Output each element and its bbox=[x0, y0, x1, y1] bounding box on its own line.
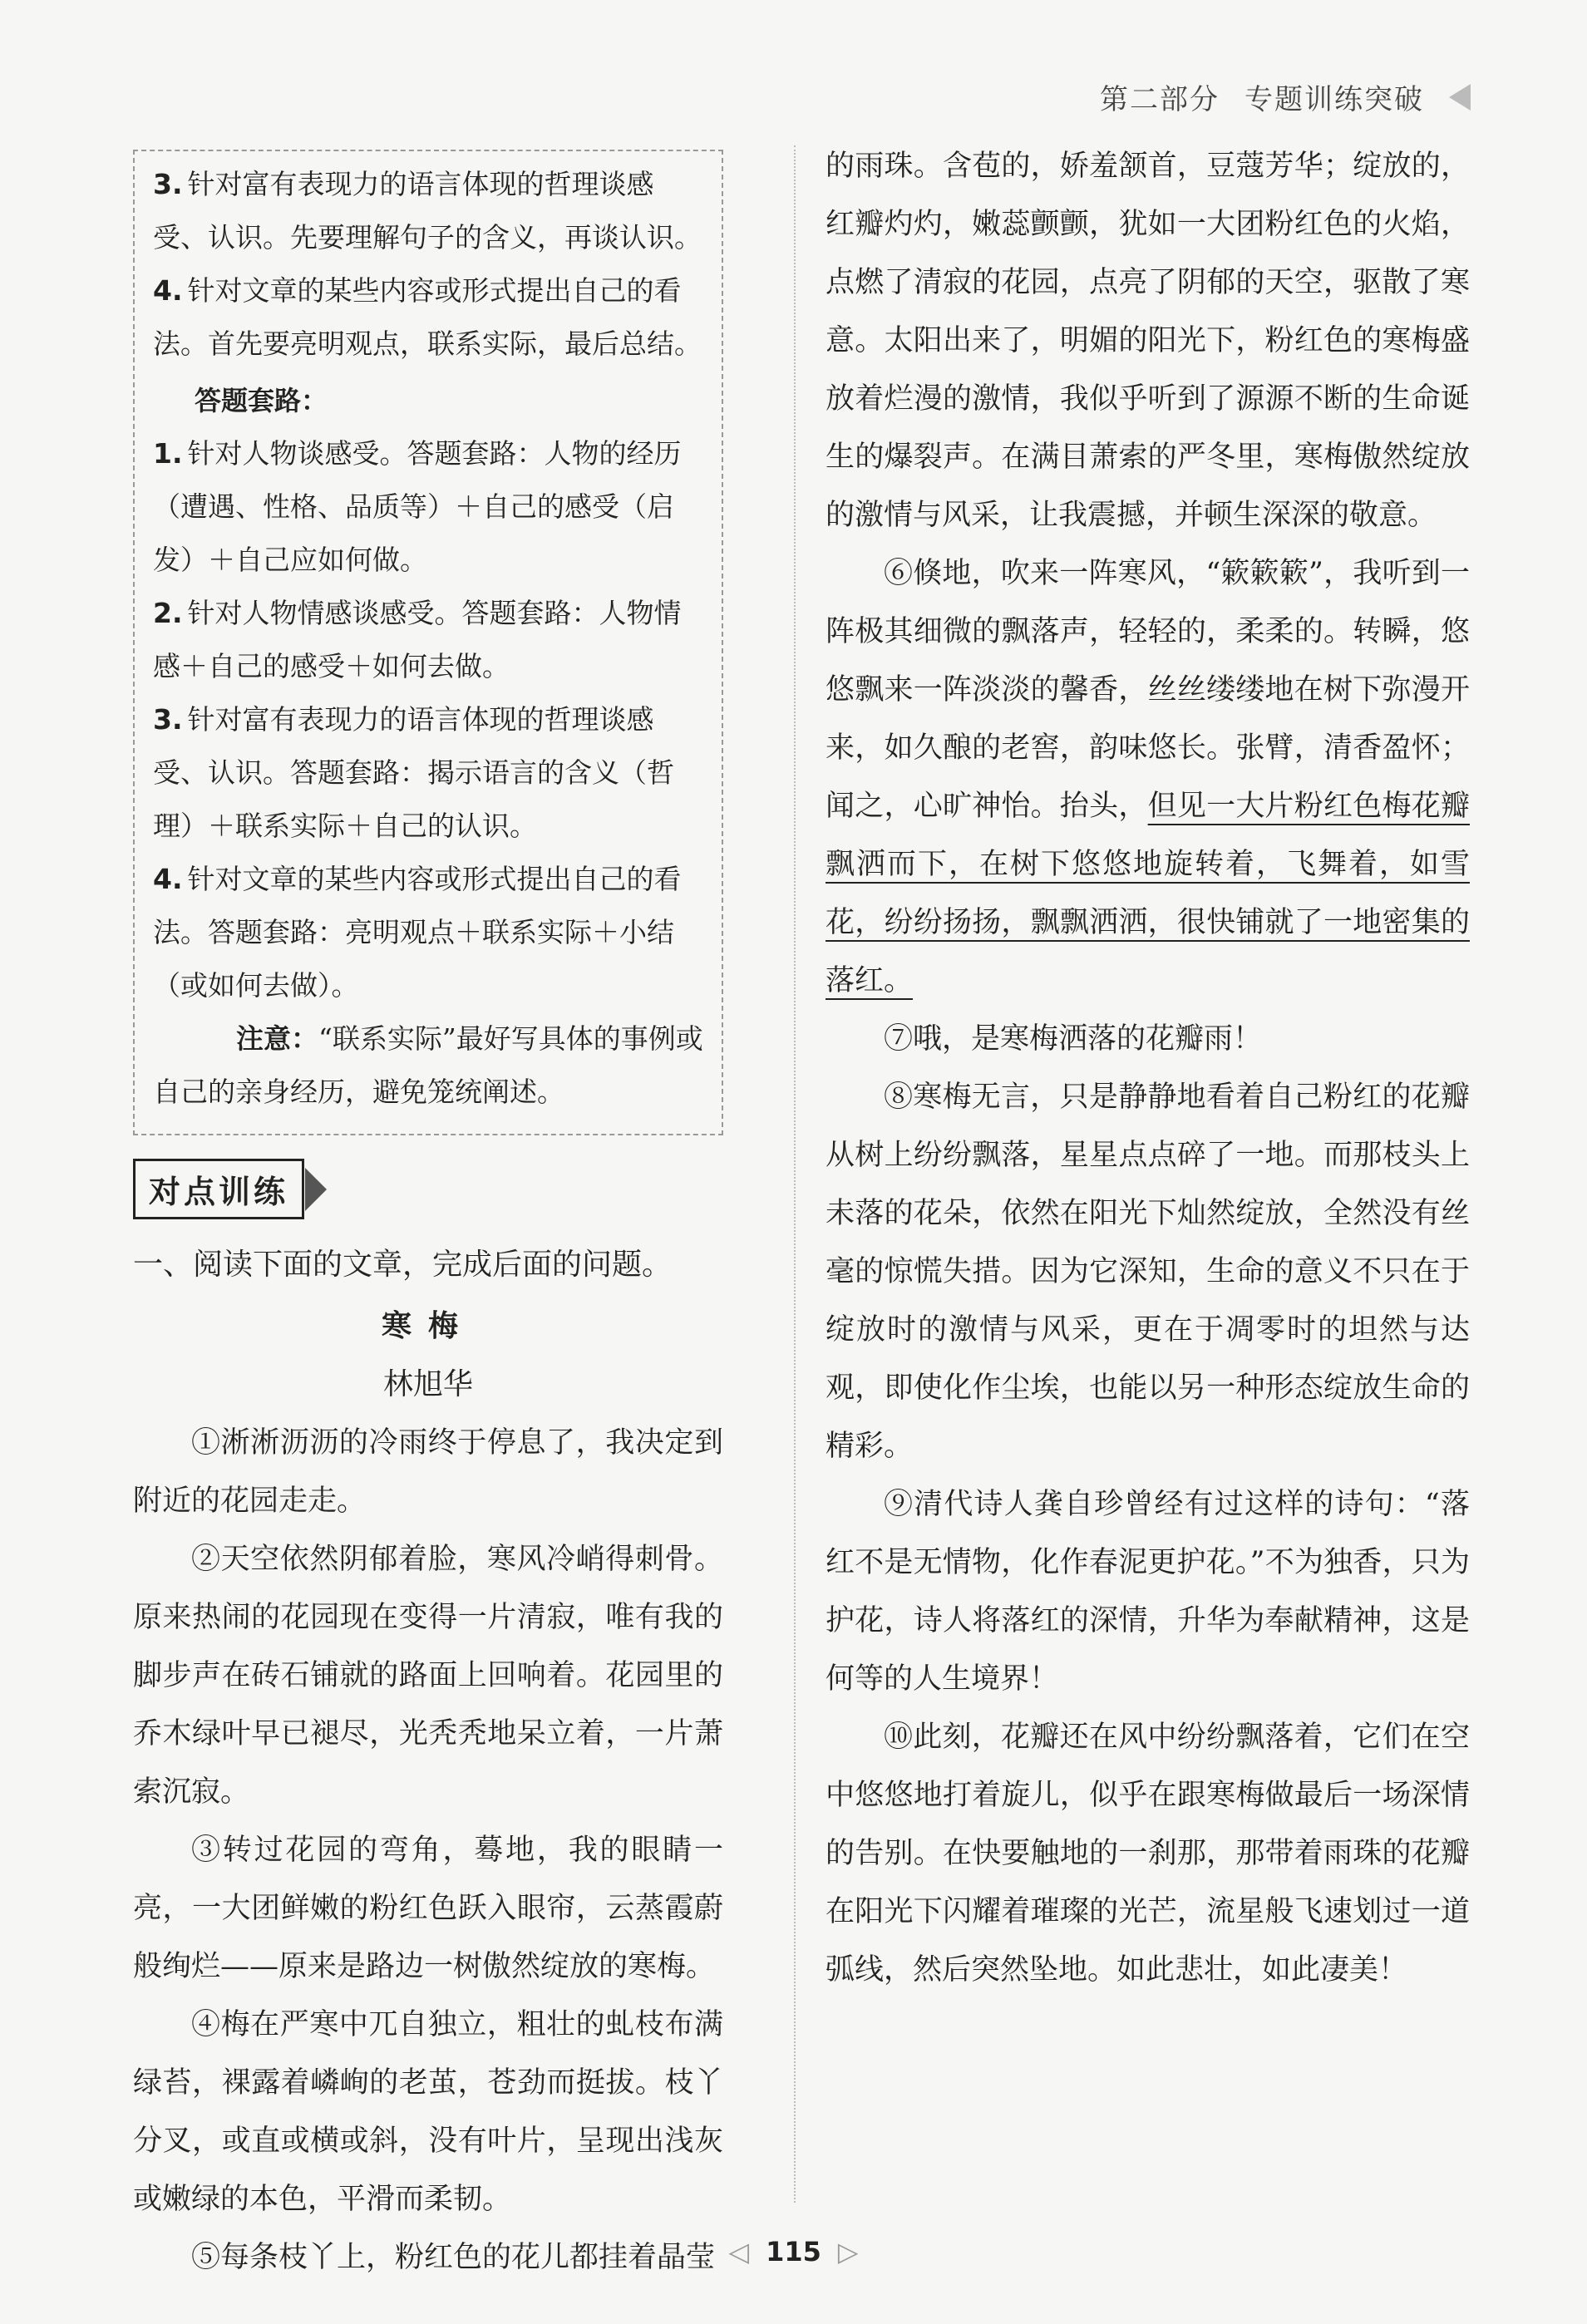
note: 注意：“联系实际”最好写具体的事例或自己的亲身经历，避免笼统阐述。 bbox=[153, 1022, 703, 1108]
left-arrow-icon: ◁ bbox=[728, 2236, 750, 2267]
column-divider bbox=[794, 145, 796, 2203]
right-column bbox=[826, 137, 1470, 1999]
article-paragraph: ①淅淅沥沥的冷雨终于停息了，我决定到附近的花园走走。 bbox=[133, 1426, 723, 1518]
routine-item: 3. 针对富有表现力的语言体现的哲理谈感受、认识。答题套路：揭示语言的含义（哲理）＋联系实际＋自己的认识。 bbox=[153, 703, 674, 842]
section-tag: 对点训练 bbox=[133, 1159, 304, 1219]
underlined-sentence: 但见一大片粉红色梅花瓣飘洒而下，在树下悠悠地旋转着，飞舞着，如雪花，纷纷扬扬，飘飘洒洒，很快铺就了一地密集的落红。 bbox=[826, 790, 1470, 997]
article-paragraph: ④梅在严寒中兀自独立，粗壮的虬枝布满绿苔，裸露着嶙峋的老茧，苍劲而挺拔。枝丫分叉，或直或横或斜，没有叶片，呈现出浅灰或嫩绿的本色，平滑而柔韧。 bbox=[133, 2008, 723, 2216]
left-column bbox=[133, 150, 723, 2287]
tips-box bbox=[133, 150, 723, 1135]
page-header bbox=[1100, 76, 1471, 117]
article-paragraph-continued: 的雨珠。含苞的，娇羞颔首，豆蔻芳华；绽放的，红瓣灼灼，嫩蕊颤颤，犹如一大团粉红色的火焰，点燃了清寂的花园，点亮了阴郁的天空，驱散了寒意。太阳出来了，明媚的阳光下，粉红色的寒梅盛放着烂漫的激情，我似乎听到了源源不断的生命诞生的爆裂声。在满目萧索的严冬里，寒梅傲然绽放的激情与风采，让我震撼，并顿生深深的敬意。 bbox=[826, 150, 1470, 532]
routine-item: 2. 针对人物情感谈感受。答题套路：人物情感＋自己的感受＋如何去做。 bbox=[153, 597, 682, 682]
header-part: 第二部分 bbox=[1100, 83, 1220, 116]
question-prompt: 一、阅读下面的文章，完成后面的问题。 bbox=[133, 1248, 673, 1282]
article-paragraph: ⑦哦，是寒梅洒落的花瓣雨！ bbox=[884, 1022, 1263, 1056]
article-paragraph: ⑧寒梅无言，只是静静地看着自己粉红的花瓣从树上纷纷飘落，星星点点碎了一地。而那枝头上未落的花朵，依然在阳光下灿然绽放，全然没有丝毫的惊慌失措。因为它深知，生命的意义不只在于绽放时的激情与风采，更在于凋零时的坦然与达观，即使化作尘埃，也能以另一种形态绽放生命的精彩。 bbox=[826, 1081, 1470, 1463]
header-triangle-icon bbox=[1449, 84, 1471, 111]
page-number: 115 bbox=[766, 2236, 821, 2267]
tip-item: 3. 针对富有表现力的语言体现的哲理谈感受、认识。先要理解句子的含义，再谈认识。 bbox=[153, 168, 702, 254]
article-paragraph: ⑤每条枝丫上，粉红色的花儿都挂着晶莹 bbox=[191, 2241, 716, 2274]
article-paragraph: ⑩此刻，花瓣还在风中纷纷飘落着，它们在空中悠悠地打着旋儿，似乎在跟寒梅做最后一场深情的告别。在快要触地的一刹那，那带着雨珠的花瓣在阳光下闪耀着璀璨的光芒，流星般飞速划过一道弧线，然后突然坠地。如此悲壮，如此凄美！ bbox=[826, 1721, 1470, 1987]
article-paragraph: ②天空依然阴郁着脸，寒风冷峭得刺骨。原来热闹的花园现在变得一片清寂，唯有我的脚步声在砖石铺就的路面上回响着。花园里的乔木绿叶早已褪尽，光秃秃地呆立着，一片萧索沉寂。 bbox=[133, 1543, 723, 1809]
header-section: 专题训练突破 bbox=[1244, 83, 1424, 116]
routine-item: 4. 针对文章的某些内容或形式提出自己的看法。答题套路：亮明观点＋联系实际＋小结（或如何去做）。 bbox=[153, 863, 682, 1002]
article-paragraph: ⑥倏地，吹来一阵寒风，“簌簌簌”，我听到一阵极其细微的飘落声，轻轻的，柔柔的。转瞬，悠悠飘来一阵淡淡的馨香，丝丝缕缕地在树下弥漫开来，如久酿的老窖，韵味悠长。张臂，清香盈怀；闻之，心旷神怡。抬头，但见一大片粉红色梅花瓣飘洒而下，在树下悠悠地旋转着，飞舞着，如雪花，纷纷扬扬，飘飘洒洒，很快铺就了一地密集的落红。 bbox=[826, 557, 1470, 997]
tip-item: 4. 针对文章的某些内容或形式提出自己的看法。首先要亮明观点，联系实际，最后总结。 bbox=[153, 274, 702, 360]
tips-heading: 答题套路： bbox=[195, 385, 328, 416]
article-paragraph: ⑨清代诗人龚自珍曾经有过这样的诗句：“落红不是无情物，化作春泥更护花。”不为独香，只为护花，诗人将落红的深情，升华为奉献精神，这是何等的人生境界！ bbox=[826, 1488, 1470, 1696]
page-footer bbox=[0, 2236, 1587, 2267]
right-arrow-icon: ▷ bbox=[837, 2236, 859, 2267]
article-paragraph: ③转过花园的弯角，蓦地，我的眼睛一亮，一大团鲜嫩的粉红色跃入眼帘，云蒸霞蔚般绚烂——原来是路边一树傲然绽放的寒梅。 bbox=[133, 1834, 723, 1983]
article-title: 寒梅 bbox=[381, 1309, 475, 1343]
routine-item: 1. 针对人物谈感受。答题套路：人物的经历（遭遇、性格、品质等）＋自己的感受（启发）＋自己应如何做。 bbox=[153, 437, 682, 576]
article-author: 林旭华 bbox=[382, 1367, 473, 1401]
